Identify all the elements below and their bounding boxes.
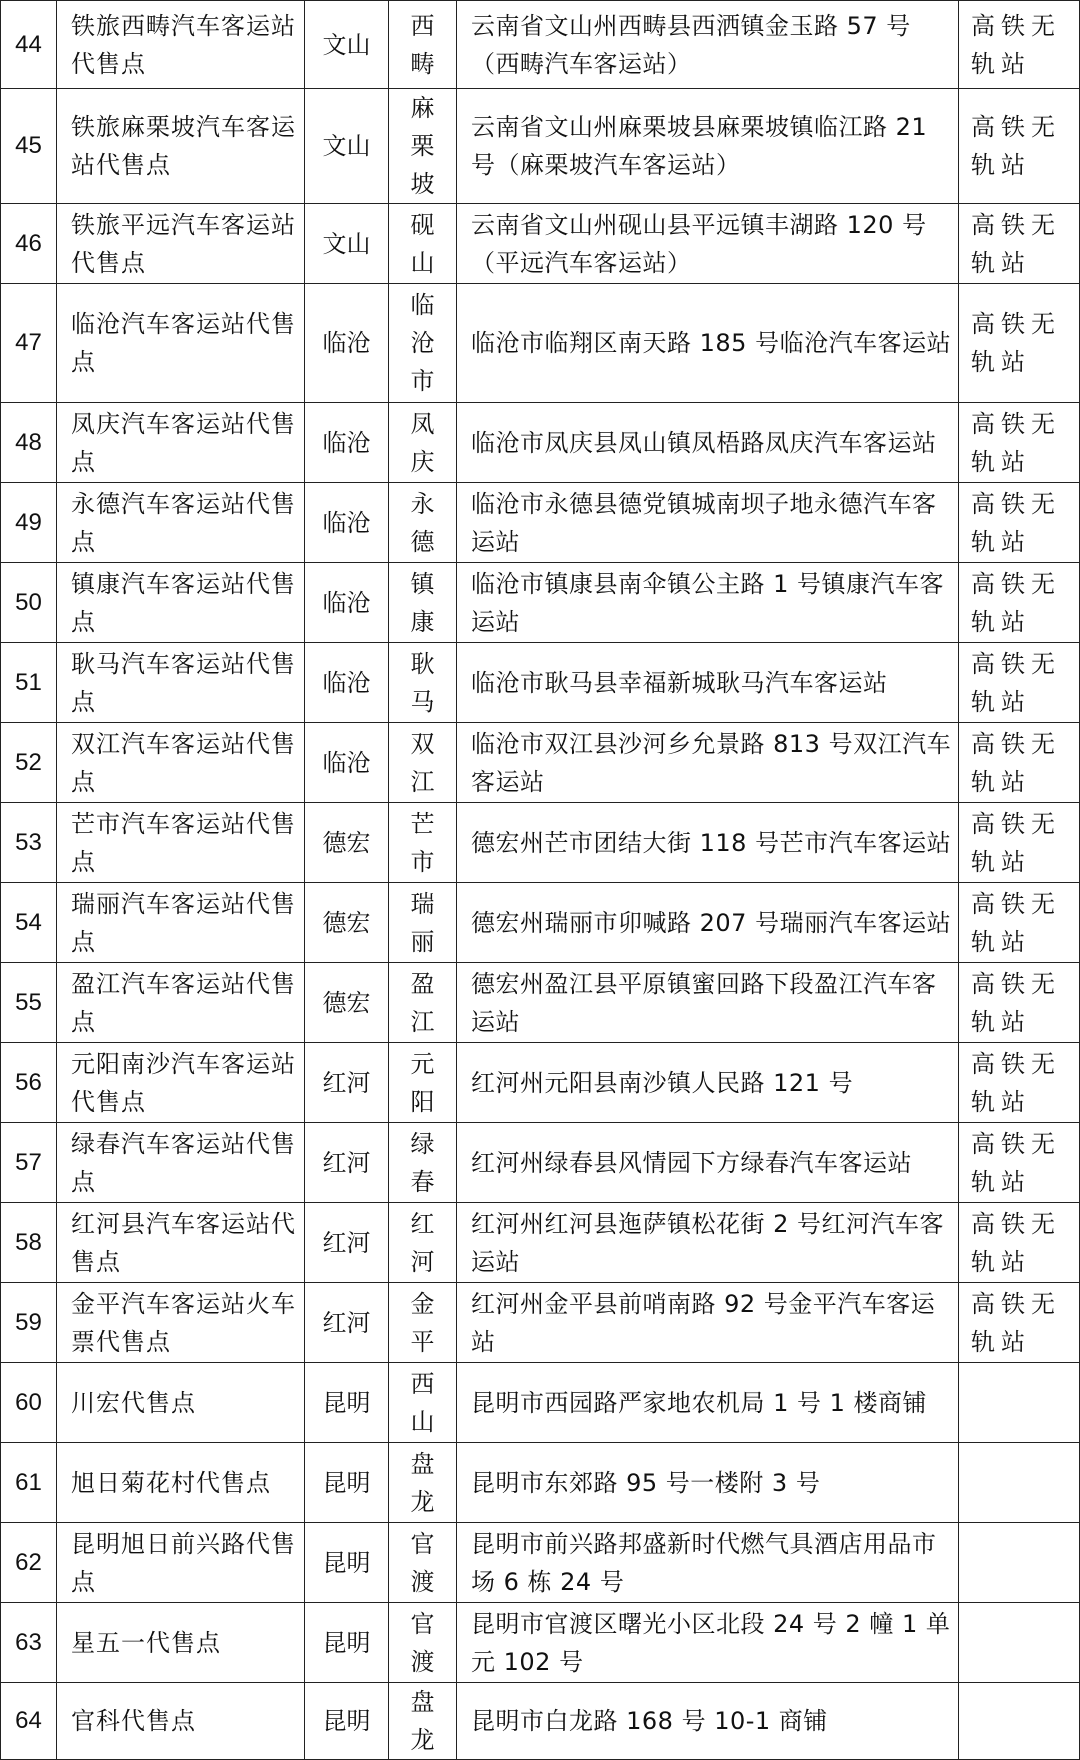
row-number: 60 <box>1 1363 57 1443</box>
agency-name: 芒市汽车客运站代售点 <box>57 803 305 883</box>
agency-name: 官科代售点 <box>57 1683 305 1760</box>
county-name: 凤 庆 <box>389 403 457 483</box>
county-name: 盈 江 <box>389 963 457 1043</box>
agency-name: 昆明旭日前兴路代售点 <box>57 1523 305 1603</box>
table-row <box>1 1603 1080 1683</box>
county-name: 临 沧 市 <box>389 284 457 403</box>
agency-address: 云南省文山州麻栗坡县麻栗坡镇临江路 21 号（麻栗坡汽车客运站） <box>457 89 959 204</box>
city-name: 红河 <box>305 1203 389 1283</box>
agency-address: 临沧市镇康县南伞镇公主路 1 号镇康汽车客运站 <box>457 563 959 643</box>
city-name: 文山 <box>305 1 389 89</box>
city-name: 临沧 <box>305 483 389 563</box>
agency-name: 盈江汽车客运站代售点 <box>57 963 305 1043</box>
agency-note: 高铁无轨站 <box>959 284 1080 403</box>
table-row <box>1 1123 1080 1203</box>
row-number: 44 <box>1 1 57 89</box>
table-row <box>1 1043 1080 1123</box>
agency-address: 昆明市前兴路邦盛新时代燃气具酒店用品市场 6 栋 24 号 <box>457 1523 959 1603</box>
table-row <box>1 1 1080 89</box>
agency-address: 昆明市官渡区曙光小区北段 24 号 2 幢 1 单元 102 号 <box>457 1603 959 1683</box>
city-name: 文山 <box>305 89 389 204</box>
agency-address: 临沧市临翔区南天路 185 号临沧汽车客运站 <box>457 284 959 403</box>
agency-note <box>959 1683 1080 1760</box>
agency-name: 旭日菊花村代售点 <box>57 1443 305 1523</box>
county-name: 金 平 <box>389 1283 457 1363</box>
city-name: 临沧 <box>305 643 389 723</box>
county-name: 西 畴 <box>389 1 457 89</box>
table-row <box>1 1203 1080 1283</box>
table-row <box>1 483 1080 563</box>
agency-note: 高铁无轨站 <box>959 89 1080 204</box>
table-row <box>1 723 1080 803</box>
agency-note: 高铁无轨站 <box>959 1 1080 89</box>
agency-name: 铁旅西畴汽车客运站代售点 <box>57 1 305 89</box>
row-number: 52 <box>1 723 57 803</box>
agency-address: 临沧市永德县德党镇城南坝子地永德汽车客运站 <box>457 483 959 563</box>
city-name: 红河 <box>305 1123 389 1203</box>
city-name: 临沧 <box>305 284 389 403</box>
table-row <box>1 89 1080 204</box>
agency-name: 双江汽车客运站代售点 <box>57 723 305 803</box>
row-number: 63 <box>1 1603 57 1683</box>
agency-note: 高铁无轨站 <box>959 563 1080 643</box>
county-name: 红 河 <box>389 1203 457 1283</box>
agency-name: 红河县汽车客运站代售点 <box>57 1203 305 1283</box>
agency-name: 绿春汽车客运站代售点 <box>57 1123 305 1203</box>
agency-note <box>959 1523 1080 1603</box>
table-row <box>1 963 1080 1043</box>
agency-address: 昆明市白龙路 168 号 10-1 商铺 <box>457 1683 959 1760</box>
city-name: 昆明 <box>305 1523 389 1603</box>
table-row <box>1 1283 1080 1363</box>
city-name: 德宏 <box>305 963 389 1043</box>
row-number: 61 <box>1 1443 57 1523</box>
agency-address: 红河州红河县迤萨镇松花街 2 号红河汽车客运站 <box>457 1203 959 1283</box>
agency-note <box>959 1443 1080 1523</box>
agency-note <box>959 1363 1080 1443</box>
agency-name: 耿马汽车客运站代售点 <box>57 643 305 723</box>
row-number: 62 <box>1 1523 57 1603</box>
row-number: 58 <box>1 1203 57 1283</box>
agency-note: 高铁无轨站 <box>959 483 1080 563</box>
city-name: 红河 <box>305 1283 389 1363</box>
table-row <box>1 284 1080 403</box>
table-row <box>1 563 1080 643</box>
agency-note: 高铁无轨站 <box>959 1283 1080 1363</box>
city-name: 临沧 <box>305 723 389 803</box>
row-number: 45 <box>1 89 57 204</box>
table-row <box>1 883 1080 963</box>
table-row <box>1 403 1080 483</box>
city-name: 昆明 <box>305 1363 389 1443</box>
county-name: 西 山 <box>389 1363 457 1443</box>
city-name: 昆明 <box>305 1683 389 1760</box>
row-number: 64 <box>1 1683 57 1760</box>
agency-address: 昆明市西园路严家地农机局 1 号 1 楼商铺 <box>457 1363 959 1443</box>
row-number: 59 <box>1 1283 57 1363</box>
agency-address: 红河州绿春县风情园下方绿春汽车客运站 <box>457 1123 959 1203</box>
row-number: 47 <box>1 284 57 403</box>
row-number: 57 <box>1 1123 57 1203</box>
agency-note: 高铁无轨站 <box>959 643 1080 723</box>
row-number: 55 <box>1 963 57 1043</box>
agency-name: 临沧汽车客运站代售点 <box>57 284 305 403</box>
county-name: 双 江 <box>389 723 457 803</box>
row-number: 48 <box>1 403 57 483</box>
city-name: 德宏 <box>305 803 389 883</box>
table-row <box>1 803 1080 883</box>
agency-address: 昆明市东郊路 95 号一楼附 3 号 <box>457 1443 959 1523</box>
agency-name: 瑞丽汽车客运站代售点 <box>57 883 305 963</box>
city-name: 昆明 <box>305 1603 389 1683</box>
row-number: 51 <box>1 643 57 723</box>
county-name: 芒 市 <box>389 803 457 883</box>
table-row <box>1 1523 1080 1603</box>
agency-address: 临沧市凤庆县凤山镇凤梧路凤庆汽车客运站 <box>457 403 959 483</box>
row-number: 56 <box>1 1043 57 1123</box>
agency-address: 德宏州盈江县平原镇蜜回路下段盈江汽车客运站 <box>457 963 959 1043</box>
county-name: 官 渡 <box>389 1523 457 1603</box>
agency-name: 川宏代售点 <box>57 1363 305 1443</box>
city-name: 临沧 <box>305 563 389 643</box>
row-number: 50 <box>1 563 57 643</box>
agency-name: 金平汽车客运站火车票代售点 <box>57 1283 305 1363</box>
county-name: 官 渡 <box>389 1603 457 1683</box>
agency-name: 凤庆汽车客运站代售点 <box>57 403 305 483</box>
table-row <box>1 204 1080 284</box>
row-number: 49 <box>1 483 57 563</box>
county-name: 镇 康 <box>389 563 457 643</box>
agency-note: 高铁无轨站 <box>959 963 1080 1043</box>
county-name: 盘 龙 <box>389 1683 457 1760</box>
agency-note <box>959 1603 1080 1683</box>
county-name: 元 阳 <box>389 1043 457 1123</box>
county-name: 盘 龙 <box>389 1443 457 1523</box>
agency-note: 高铁无轨站 <box>959 403 1080 483</box>
city-name: 文山 <box>305 204 389 284</box>
agency-note: 高铁无轨站 <box>959 1043 1080 1123</box>
table-row <box>1 1683 1080 1760</box>
city-name: 临沧 <box>305 403 389 483</box>
city-name: 昆明 <box>305 1443 389 1523</box>
county-name: 耿 马 <box>389 643 457 723</box>
county-name: 绿 春 <box>389 1123 457 1203</box>
table-row <box>1 1363 1080 1443</box>
agency-address: 德宏州芒市团结大街 118 号芒市汽车客运站 <box>457 803 959 883</box>
agency-address: 云南省文山州西畴县西洒镇金玉路 57 号（西畴汽车客运站） <box>457 1 959 89</box>
agency-name: 星五一代售点 <box>57 1603 305 1683</box>
agency-name: 元阳南沙汽车客运站代售点 <box>57 1043 305 1123</box>
county-name: 永 德 <box>389 483 457 563</box>
table-body <box>1 1 1080 1760</box>
agency-note: 高铁无轨站 <box>959 883 1080 963</box>
agency-name: 铁旅平远汽车客运站代售点 <box>57 204 305 284</box>
county-name: 瑞 丽 <box>389 883 457 963</box>
agency-note: 高铁无轨站 <box>959 204 1080 284</box>
agency-address: 德宏州瑞丽市卯喊路 207 号瑞丽汽车客运站 <box>457 883 959 963</box>
agency-note: 高铁无轨站 <box>959 803 1080 883</box>
row-number: 46 <box>1 204 57 284</box>
agency-address: 临沧市耿马县幸福新城耿马汽车客运站 <box>457 643 959 723</box>
county-name: 麻 栗 坡 <box>389 89 457 204</box>
city-name: 红河 <box>305 1043 389 1123</box>
county-name: 砚 山 <box>389 204 457 284</box>
table-row <box>1 1443 1080 1523</box>
agency-name: 铁旅麻栗坡汽车客运站代售点 <box>57 89 305 204</box>
agency-address: 红河州元阳县南沙镇人民路 121 号 <box>457 1043 959 1123</box>
row-number: 54 <box>1 883 57 963</box>
table-row <box>1 643 1080 723</box>
city-name: 德宏 <box>305 883 389 963</box>
row-number: 53 <box>1 803 57 883</box>
agency-note: 高铁无轨站 <box>959 1203 1080 1283</box>
agency-address: 临沧市双江县沙河乡允景路 813 号双江汽车客运站 <box>457 723 959 803</box>
agency-address: 红河州金平县前哨南路 92 号金平汽车客运站 <box>457 1283 959 1363</box>
agency-note: 高铁无轨站 <box>959 1123 1080 1203</box>
agency-name: 镇康汽车客运站代售点 <box>57 563 305 643</box>
agency-note: 高铁无轨站 <box>959 723 1080 803</box>
agency-name: 永德汽车客运站代售点 <box>57 483 305 563</box>
agency-address: 云南省文山州砚山县平远镇丰湖路 120 号（平远汽车客运站） <box>457 204 959 284</box>
